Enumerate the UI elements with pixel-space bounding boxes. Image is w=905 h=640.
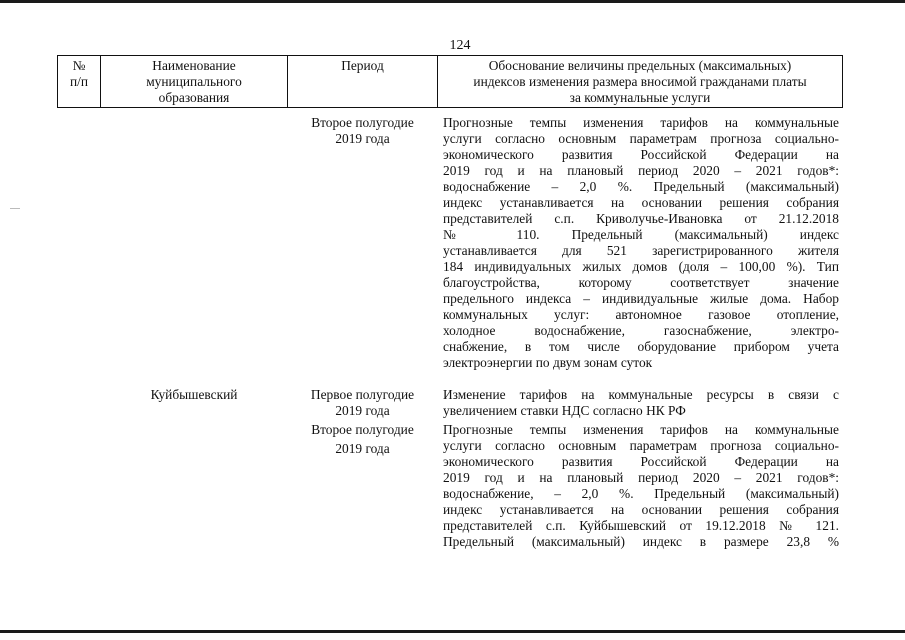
text-line: индекс устанавливается на основании решения собрания (443, 502, 839, 517)
text-line: 2019 год и на плановый период 2020 – 2021 годов*: (443, 163, 839, 178)
text-line: коммунальных услуг: автономное газовое отопление, (443, 307, 839, 322)
top-border (0, 0, 905, 3)
page-number: 124 (449, 38, 471, 53)
margin-mark (10, 208, 20, 209)
text-line: предельного индекса – индивидуальные жилые дома. Набор (443, 291, 839, 306)
header-top-line (57, 55, 843, 56)
period-line: Второе полугодие (311, 422, 414, 437)
text-line: устанавливается для 521 зарегистрированного жителя (443, 243, 839, 258)
header-period: Период (341, 58, 384, 73)
text-line: электроэнергии по двум зонам суток (443, 355, 653, 370)
text-line: водоснабжение, – 2,0 %. Предельный (максимальный) (443, 486, 839, 501)
header-name-line: образования (158, 90, 230, 105)
row2-justification1 (443, 387, 839, 419)
header-bottom-line (57, 107, 843, 108)
row1-justification (443, 115, 839, 371)
header-num-line: № (72, 58, 86, 73)
header-name-line: Наименование (152, 58, 236, 73)
text-line: увеличением ставки НДС согласно НК РФ (443, 403, 686, 418)
header-justification-line: индексов изменения размера вносимой гражданами платы (473, 74, 807, 89)
text-line: водоснабжение – 2,0 %. Предельный (максимальный) (443, 179, 839, 194)
row2-justification2 (443, 422, 839, 550)
header-num-line: п/п (69, 74, 89, 89)
text-line: услуги согласно основным параметрам прогноза социально- (443, 438, 839, 453)
text-line: холодное водоснабжение, газоснабжение, электро- (443, 323, 839, 338)
text-line: экономического развития Российской Федерации на (443, 454, 839, 469)
header-justification-line: Обоснование величины предельных (максимальных) (488, 58, 792, 73)
text-line: услуги согласно основным параметрам прогноза социально- (443, 131, 839, 146)
col-line-4 (842, 55, 843, 108)
text-line: представителей с.п. Куйбышевский от 19.12.2018 № 121. (443, 518, 839, 533)
text-line: Прогнозные темпы изменения тарифов на коммунальные (443, 115, 839, 130)
text-line: снабжение, в том числе оборудование прибором учета (443, 339, 839, 354)
header-name-line: муниципального (146, 74, 242, 89)
text-line: Предельный (максимальный) индекс в размере 23,8 % (443, 534, 839, 549)
text-line: 2019 год и на плановый период 2020 – 2021 годов*: (443, 470, 839, 485)
text-line: 184 индивидуальных жилых домов (доля – 100,00 %). Тип (443, 259, 839, 274)
text-line: экономического развития Российской Федерации на (443, 147, 839, 162)
text-line: Прогнозные темпы изменения тарифов на коммунальные (443, 422, 839, 437)
text-line: представителей с.п. Криволучье-Ивановка от 21.12.2018 (443, 211, 839, 226)
period-line: Первое полугодие (310, 387, 415, 402)
header-justification-line: за коммунальные услуги (569, 90, 711, 105)
period-line: 2019 года (335, 131, 390, 146)
row2-municipality: Куйбышевский (150, 387, 238, 402)
text-line: благоустройства, которому соответствует значение (443, 275, 839, 290)
period-line: 2019 года (335, 403, 390, 418)
bottom-border (0, 630, 905, 633)
text-line: Изменение тарифов на коммунальные ресурсы в связи с (443, 387, 839, 402)
text-line: № 110. Предельный (максимальный) индекс (443, 227, 839, 242)
period-line: Второе полугодие (311, 115, 414, 130)
period-line: 2019 года (335, 441, 390, 456)
text-line: индекс устанавливается на основании решения собрания (443, 195, 839, 210)
